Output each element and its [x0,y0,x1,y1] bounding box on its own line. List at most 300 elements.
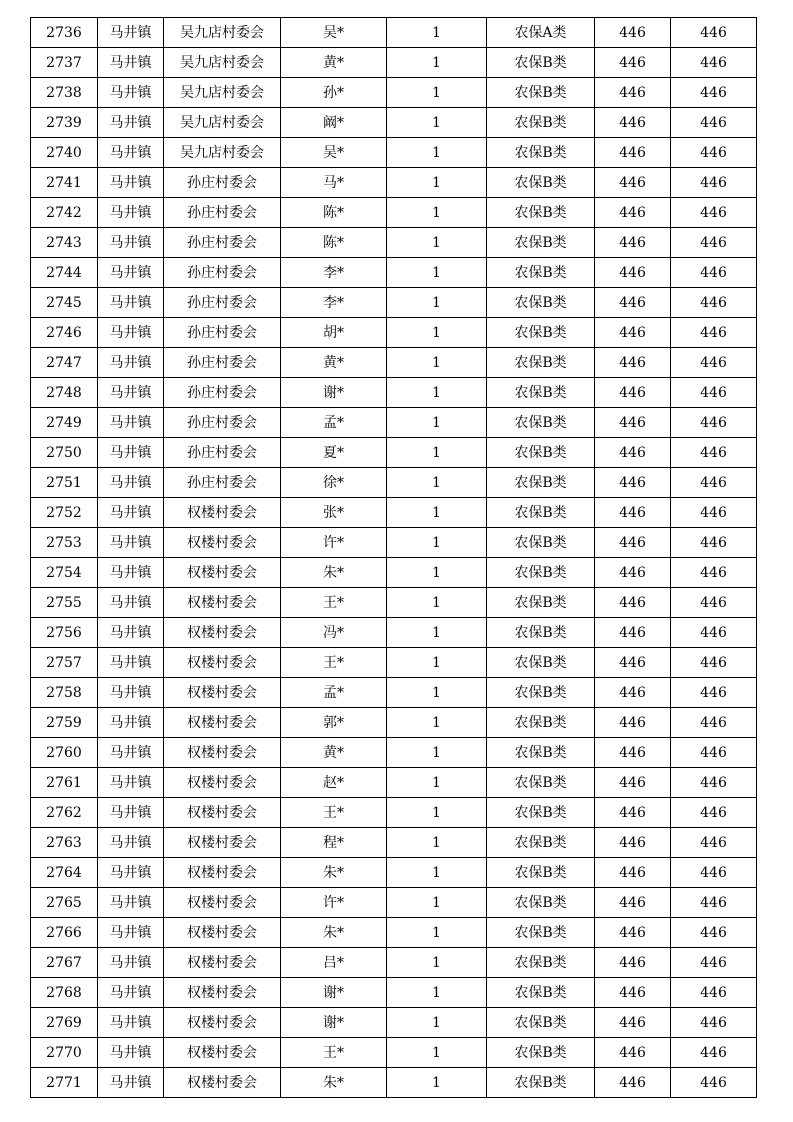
name-cell: 吴* [281,18,387,48]
amount-cell: 446 [595,678,671,708]
name-cell: 黄* [281,48,387,78]
table-row [31,948,757,978]
total-cell: 446 [671,108,757,138]
count-cell: 1 [387,648,487,678]
name-cell: 黄* [281,348,387,378]
count-cell: 1 [387,858,487,888]
town-cell: 马井镇 [98,618,164,648]
count-cell: 1 [387,288,487,318]
village-committee-cell: 权楼村委会 [164,978,281,1008]
row-number-cell: 2771 [31,1068,98,1098]
table-row [31,198,757,228]
total-cell: 446 [671,18,757,48]
amount-cell: 446 [595,108,671,138]
name-cell: 陈* [281,228,387,258]
amount-cell: 446 [595,258,671,288]
name-cell: 吴* [281,138,387,168]
amount-cell: 446 [595,648,671,678]
category-cell: 农保B类 [487,48,595,78]
village-committee-cell: 孙庄村委会 [164,168,281,198]
village-committee-cell: 权楼村委会 [164,558,281,588]
category-cell: 农保B类 [487,498,595,528]
count-cell: 1 [387,348,487,378]
table-row [31,588,757,618]
total-cell: 446 [671,648,757,678]
town-cell: 马井镇 [98,948,164,978]
category-cell: 农保B类 [487,318,595,348]
name-cell: 孟* [281,408,387,438]
village-committee-cell: 权楼村委会 [164,1008,281,1038]
village-committee-cell: 权楼村委会 [164,1038,281,1068]
name-cell: 王* [281,648,387,678]
village-committee-cell: 权楼村委会 [164,678,281,708]
total-cell: 446 [671,678,757,708]
amount-cell: 446 [595,288,671,318]
town-cell: 马井镇 [98,1038,164,1068]
town-cell: 马井镇 [98,798,164,828]
town-cell: 马井镇 [98,678,164,708]
category-cell: 农保B类 [487,768,595,798]
row-number-cell: 2757 [31,648,98,678]
category-cell: 农保B类 [487,258,595,288]
row-number-cell: 2758 [31,678,98,708]
row-number-cell: 2737 [31,48,98,78]
town-cell: 马井镇 [98,258,164,288]
count-cell: 1 [387,888,487,918]
category-cell: 农保B类 [487,678,595,708]
town-cell: 马井镇 [98,78,164,108]
table-row [31,768,757,798]
total-cell: 446 [671,528,757,558]
row-number-cell: 2763 [31,828,98,858]
village-committee-cell: 权楼村委会 [164,828,281,858]
total-cell: 446 [671,558,757,588]
count-cell: 1 [387,18,487,48]
town-cell: 马井镇 [98,438,164,468]
village-committee-cell: 孙庄村委会 [164,468,281,498]
count-cell: 1 [387,558,487,588]
table-row [31,288,757,318]
table-row [31,798,757,828]
amount-cell: 446 [595,348,671,378]
village-committee-cell: 权楼村委会 [164,888,281,918]
amount-cell: 446 [595,138,671,168]
town-cell: 马井镇 [98,318,164,348]
count-cell: 1 [387,708,487,738]
category-cell: 农保B类 [487,438,595,468]
town-cell: 马井镇 [98,768,164,798]
town-cell: 马井镇 [98,558,164,588]
village-committee-cell: 权楼村委会 [164,498,281,528]
amount-cell: 446 [595,438,671,468]
total-cell: 446 [671,258,757,288]
category-cell: 农保B类 [487,648,595,678]
town-cell: 马井镇 [98,108,164,138]
category-cell: 农保B类 [487,528,595,558]
town-cell: 马井镇 [98,828,164,858]
amount-cell: 446 [595,168,671,198]
total-cell: 446 [671,1008,757,1038]
town-cell: 马井镇 [98,348,164,378]
name-cell: 朱* [281,558,387,588]
row-number-cell: 2760 [31,738,98,768]
count-cell: 1 [387,828,487,858]
name-cell: 李* [281,288,387,318]
table-row [31,738,757,768]
category-cell: 农保B类 [487,918,595,948]
village-committee-cell: 权楼村委会 [164,948,281,978]
count-cell: 1 [387,108,487,138]
amount-cell: 446 [595,558,671,588]
row-number-cell: 2741 [31,168,98,198]
row-number-cell: 2740 [31,138,98,168]
row-number-cell: 2768 [31,978,98,1008]
count-cell: 1 [387,498,487,528]
total-cell: 446 [671,48,757,78]
category-cell: 农保A类 [487,18,595,48]
amount-cell: 446 [595,828,671,858]
category-cell: 农保B类 [487,348,595,378]
name-cell: 冯* [281,618,387,648]
total-cell: 446 [671,618,757,648]
table-row [31,318,757,348]
total-cell: 446 [671,768,757,798]
category-cell: 农保B类 [487,588,595,618]
amount-cell: 446 [595,228,671,258]
row-number-cell: 2756 [31,618,98,648]
amount-cell: 446 [595,858,671,888]
table-row [31,708,757,738]
amount-cell: 446 [595,1068,671,1098]
category-cell: 农保B类 [487,888,595,918]
category-cell: 农保B类 [487,948,595,978]
table-row [31,108,757,138]
category-cell: 农保B类 [487,1008,595,1038]
table-row [31,858,757,888]
name-cell: 谢* [281,978,387,1008]
row-number-cell: 2749 [31,408,98,438]
count-cell: 1 [387,198,487,228]
name-cell: 王* [281,798,387,828]
table-row [31,828,757,858]
village-committee-cell: 吴九店村委会 [164,78,281,108]
table-row [31,468,757,498]
table-row [31,918,757,948]
row-number-cell: 2761 [31,768,98,798]
total-cell: 446 [671,828,757,858]
village-committee-cell: 权楼村委会 [164,738,281,768]
data-table [30,17,757,1098]
row-number-cell: 2766 [31,918,98,948]
amount-cell: 446 [595,528,671,558]
amount-cell: 446 [595,498,671,528]
name-cell: 孙* [281,78,387,108]
table-row [31,168,757,198]
amount-cell: 446 [595,888,671,918]
total-cell: 446 [671,708,757,738]
total-cell: 446 [671,288,757,318]
total-cell: 446 [671,738,757,768]
category-cell: 农保B类 [487,618,595,648]
name-cell: 李* [281,258,387,288]
row-number-cell: 2751 [31,468,98,498]
town-cell: 马井镇 [98,18,164,48]
name-cell: 许* [281,528,387,558]
category-cell: 农保B类 [487,78,595,108]
category-cell: 农保B类 [487,468,595,498]
town-cell: 马井镇 [98,978,164,1008]
town-cell: 马井镇 [98,858,164,888]
village-committee-cell: 权楼村委会 [164,1068,281,1098]
town-cell: 马井镇 [98,228,164,258]
category-cell: 农保B类 [487,558,595,588]
count-cell: 1 [387,618,487,648]
count-cell: 1 [387,678,487,708]
row-number-cell: 2767 [31,948,98,978]
town-cell: 马井镇 [98,288,164,318]
table-row [31,378,757,408]
category-cell: 农保B类 [487,1038,595,1068]
amount-cell: 446 [595,948,671,978]
total-cell: 446 [671,318,757,348]
town-cell: 马井镇 [98,48,164,78]
table-row [31,1068,757,1098]
town-cell: 马井镇 [98,408,164,438]
table-row [31,18,757,48]
village-committee-cell: 权楼村委会 [164,588,281,618]
total-cell: 446 [671,168,757,198]
amount-cell: 446 [595,738,671,768]
table-row [31,498,757,528]
row-number-cell: 2747 [31,348,98,378]
row-number-cell: 2736 [31,18,98,48]
name-cell: 马* [281,168,387,198]
name-cell: 阚* [281,108,387,138]
village-committee-cell: 孙庄村委会 [164,348,281,378]
total-cell: 446 [671,918,757,948]
table-body [31,18,757,1098]
town-cell: 马井镇 [98,468,164,498]
amount-cell: 446 [595,978,671,1008]
table-row [31,438,757,468]
town-cell: 马井镇 [98,528,164,558]
village-committee-cell: 孙庄村委会 [164,258,281,288]
village-committee-cell: 吴九店村委会 [164,108,281,138]
amount-cell: 446 [595,78,671,108]
category-cell: 农保B类 [487,828,595,858]
table-row [31,78,757,108]
row-number-cell: 2742 [31,198,98,228]
name-cell: 徐* [281,468,387,498]
row-number-cell: 2744 [31,258,98,288]
name-cell: 赵* [281,768,387,798]
amount-cell: 446 [595,708,671,738]
name-cell: 胡* [281,318,387,348]
village-committee-cell: 权楼村委会 [164,618,281,648]
total-cell: 446 [671,1068,757,1098]
amount-cell: 446 [595,408,671,438]
table-row [31,558,757,588]
row-number-cell: 2770 [31,1038,98,1068]
table-row [31,678,757,708]
amount-cell: 446 [595,1008,671,1038]
name-cell: 张* [281,498,387,528]
amount-cell: 446 [595,798,671,828]
name-cell: 吕* [281,948,387,978]
village-committee-cell: 权楼村委会 [164,918,281,948]
village-committee-cell: 吴九店村委会 [164,18,281,48]
village-committee-cell: 权楼村委会 [164,648,281,678]
count-cell: 1 [387,978,487,1008]
category-cell: 农保B类 [487,1068,595,1098]
table-row [31,1038,757,1068]
town-cell: 马井镇 [98,1068,164,1098]
village-committee-cell: 吴九店村委会 [164,138,281,168]
village-committee-cell: 权楼村委会 [164,528,281,558]
category-cell: 农保B类 [487,978,595,1008]
count-cell: 1 [387,1008,487,1038]
name-cell: 许* [281,888,387,918]
category-cell: 农保B类 [487,288,595,318]
row-number-cell: 2769 [31,1008,98,1038]
name-cell: 陈* [281,198,387,228]
row-number-cell: 2765 [31,888,98,918]
name-cell: 朱* [281,858,387,888]
row-number-cell: 2753 [31,528,98,558]
table-row [31,528,757,558]
row-number-cell: 2748 [31,378,98,408]
amount-cell: 446 [595,198,671,228]
name-cell: 朱* [281,1068,387,1098]
total-cell: 446 [671,438,757,468]
total-cell: 446 [671,198,757,228]
amount-cell: 446 [595,1038,671,1068]
count-cell: 1 [387,798,487,828]
name-cell: 王* [281,588,387,618]
table-row [31,48,757,78]
amount-cell: 446 [595,18,671,48]
category-cell: 农保B类 [487,378,595,408]
table-row [31,618,757,648]
count-cell: 1 [387,78,487,108]
town-cell: 马井镇 [98,378,164,408]
category-cell: 农保B类 [487,228,595,258]
count-cell: 1 [387,138,487,168]
category-cell: 农保B类 [487,858,595,888]
count-cell: 1 [387,918,487,948]
town-cell: 马井镇 [98,888,164,918]
name-cell: 孟* [281,678,387,708]
town-cell: 马井镇 [98,168,164,198]
total-cell: 446 [671,858,757,888]
table-row [31,138,757,168]
table-row [31,888,757,918]
category-cell: 农保B类 [487,108,595,138]
table-row [31,348,757,378]
town-cell: 马井镇 [98,738,164,768]
count-cell: 1 [387,168,487,198]
count-cell: 1 [387,528,487,558]
town-cell: 马井镇 [98,198,164,228]
total-cell: 446 [671,498,757,528]
total-cell: 446 [671,228,757,258]
amount-cell: 446 [595,768,671,798]
name-cell: 郭* [281,708,387,738]
amount-cell: 446 [595,318,671,348]
amount-cell: 446 [595,588,671,618]
count-cell: 1 [387,768,487,798]
total-cell: 446 [671,78,757,108]
count-cell: 1 [387,228,487,258]
row-number-cell: 2759 [31,708,98,738]
total-cell: 446 [671,588,757,618]
row-number-cell: 2745 [31,288,98,318]
count-cell: 1 [387,948,487,978]
name-cell: 谢* [281,1008,387,1038]
village-committee-cell: 孙庄村委会 [164,228,281,258]
category-cell: 农保B类 [487,138,595,168]
row-number-cell: 2743 [31,228,98,258]
table-row [31,408,757,438]
total-cell: 446 [671,468,757,498]
total-cell: 446 [671,948,757,978]
category-cell: 农保B类 [487,798,595,828]
name-cell: 程* [281,828,387,858]
village-committee-cell: 吴九店村委会 [164,48,281,78]
village-committee-cell: 权楼村委会 [164,708,281,738]
category-cell: 农保B类 [487,708,595,738]
total-cell: 446 [671,978,757,1008]
village-committee-cell: 孙庄村委会 [164,408,281,438]
count-cell: 1 [387,468,487,498]
row-number-cell: 2738 [31,78,98,108]
total-cell: 446 [671,888,757,918]
village-committee-cell: 权楼村委会 [164,768,281,798]
row-number-cell: 2754 [31,558,98,588]
table-row [31,978,757,1008]
town-cell: 马井镇 [98,588,164,618]
count-cell: 1 [387,1068,487,1098]
amount-cell: 446 [595,48,671,78]
row-number-cell: 2746 [31,318,98,348]
category-cell: 农保B类 [487,738,595,768]
town-cell: 马井镇 [98,648,164,678]
amount-cell: 446 [595,918,671,948]
row-number-cell: 2750 [31,438,98,468]
count-cell: 1 [387,588,487,618]
count-cell: 1 [387,258,487,288]
row-number-cell: 2762 [31,798,98,828]
amount-cell: 446 [595,468,671,498]
town-cell: 马井镇 [98,498,164,528]
village-committee-cell: 孙庄村委会 [164,438,281,468]
row-number-cell: 2752 [31,498,98,528]
category-cell: 农保B类 [487,198,595,228]
count-cell: 1 [387,48,487,78]
category-cell: 农保B类 [487,168,595,198]
count-cell: 1 [387,738,487,768]
table-row [31,1008,757,1038]
count-cell: 1 [387,378,487,408]
village-committee-cell: 权楼村委会 [164,858,281,888]
village-committee-cell: 孙庄村委会 [164,288,281,318]
name-cell: 朱* [281,918,387,948]
row-number-cell: 2755 [31,588,98,618]
category-cell: 农保B类 [487,408,595,438]
total-cell: 446 [671,348,757,378]
total-cell: 446 [671,408,757,438]
table-row [31,648,757,678]
